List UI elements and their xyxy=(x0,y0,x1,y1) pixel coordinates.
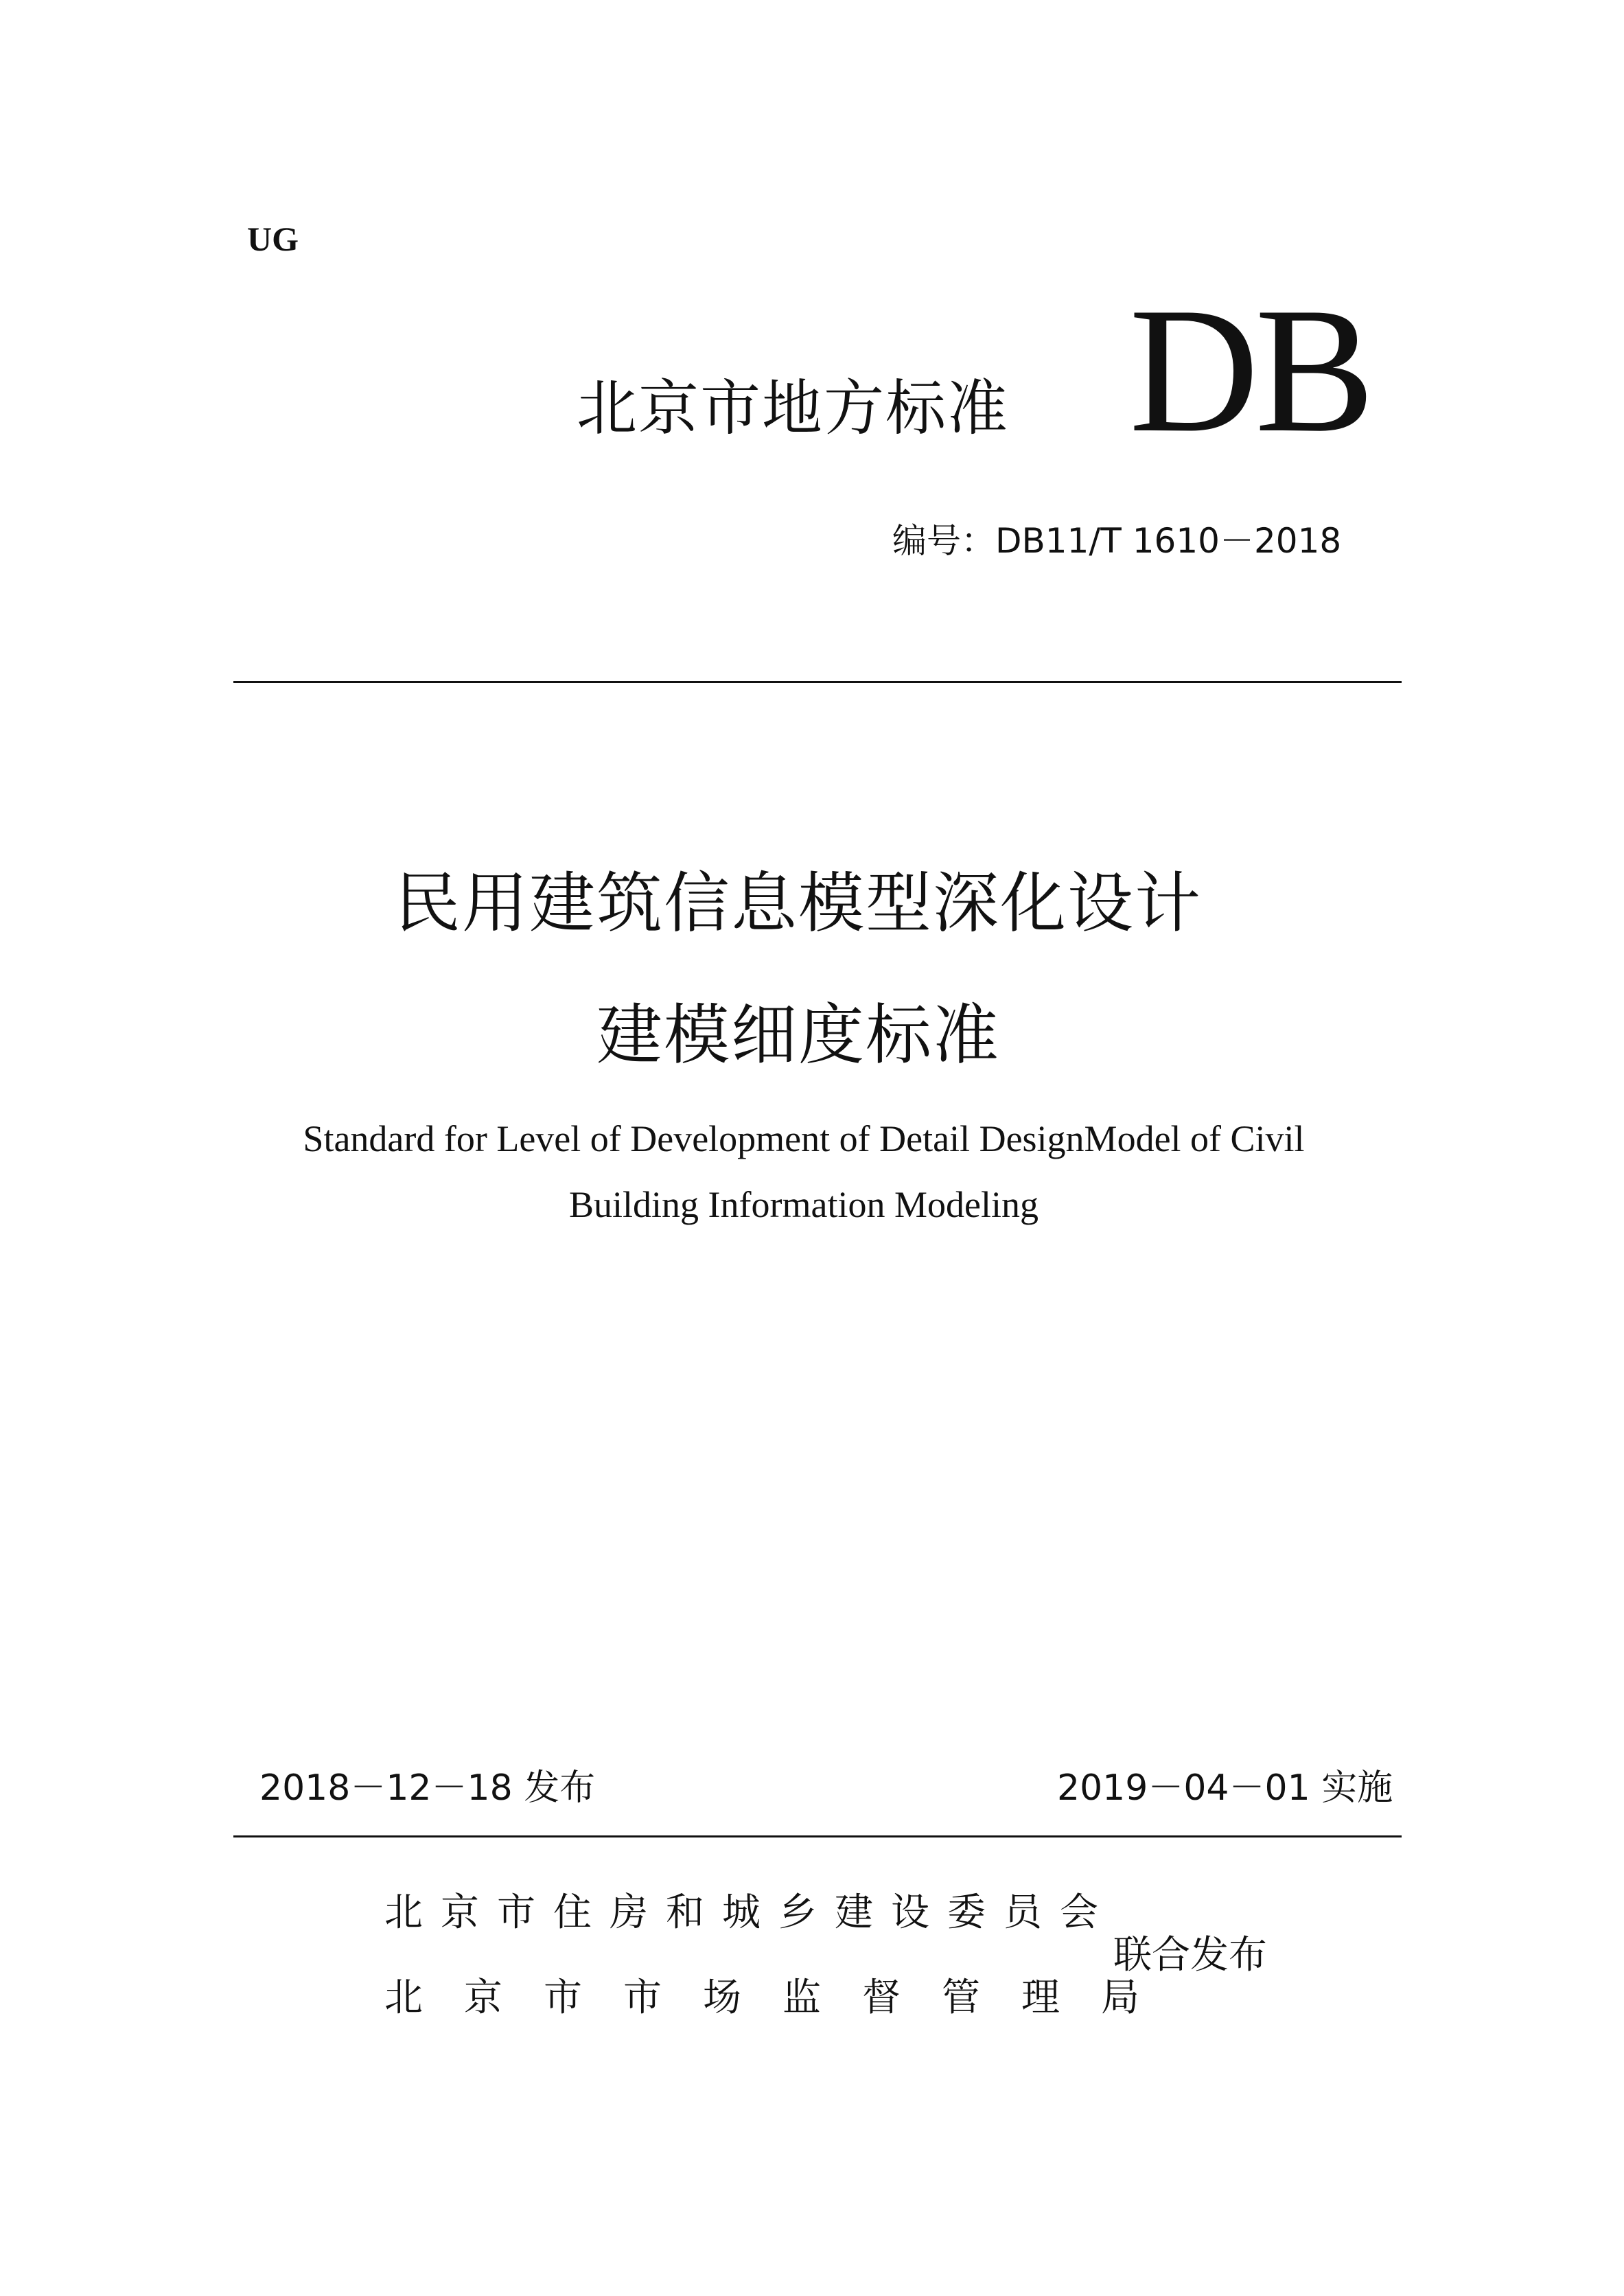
db-logo: DB xyxy=(1129,270,1371,469)
category-code: UG xyxy=(247,220,299,258)
effective-date: 2019－04－01 实施 xyxy=(1057,1767,1393,1809)
bottom-divider xyxy=(233,1835,1402,1837)
joint-release-label: 联合发布 xyxy=(1113,1933,1267,1978)
issuer-housing-commission: 北京市住房和城乡建设委员会 xyxy=(384,1890,1116,1935)
top-divider xyxy=(233,681,1402,683)
title-cn-line-1: 民用建筑信息模型深化设计 xyxy=(395,865,1202,942)
issuer-market-regulation-bureau: 北京市市场监督管理局 xyxy=(384,1975,1181,2020)
release-date: 2018－12－18 发布 xyxy=(259,1767,596,1809)
standard-number: 编号：DB11/T 1610－2018 xyxy=(892,521,1342,561)
title-cn-line-2: 建模细度标准 xyxy=(596,997,1000,1074)
title-en-line-1: Standard for Level of Development of Detail DesignModel of Civil xyxy=(303,1118,1305,1159)
title-en-line-2: Building Information Modeling xyxy=(569,1184,1039,1225)
standard-type-heading: 北京市地方标准 xyxy=(577,373,1010,443)
